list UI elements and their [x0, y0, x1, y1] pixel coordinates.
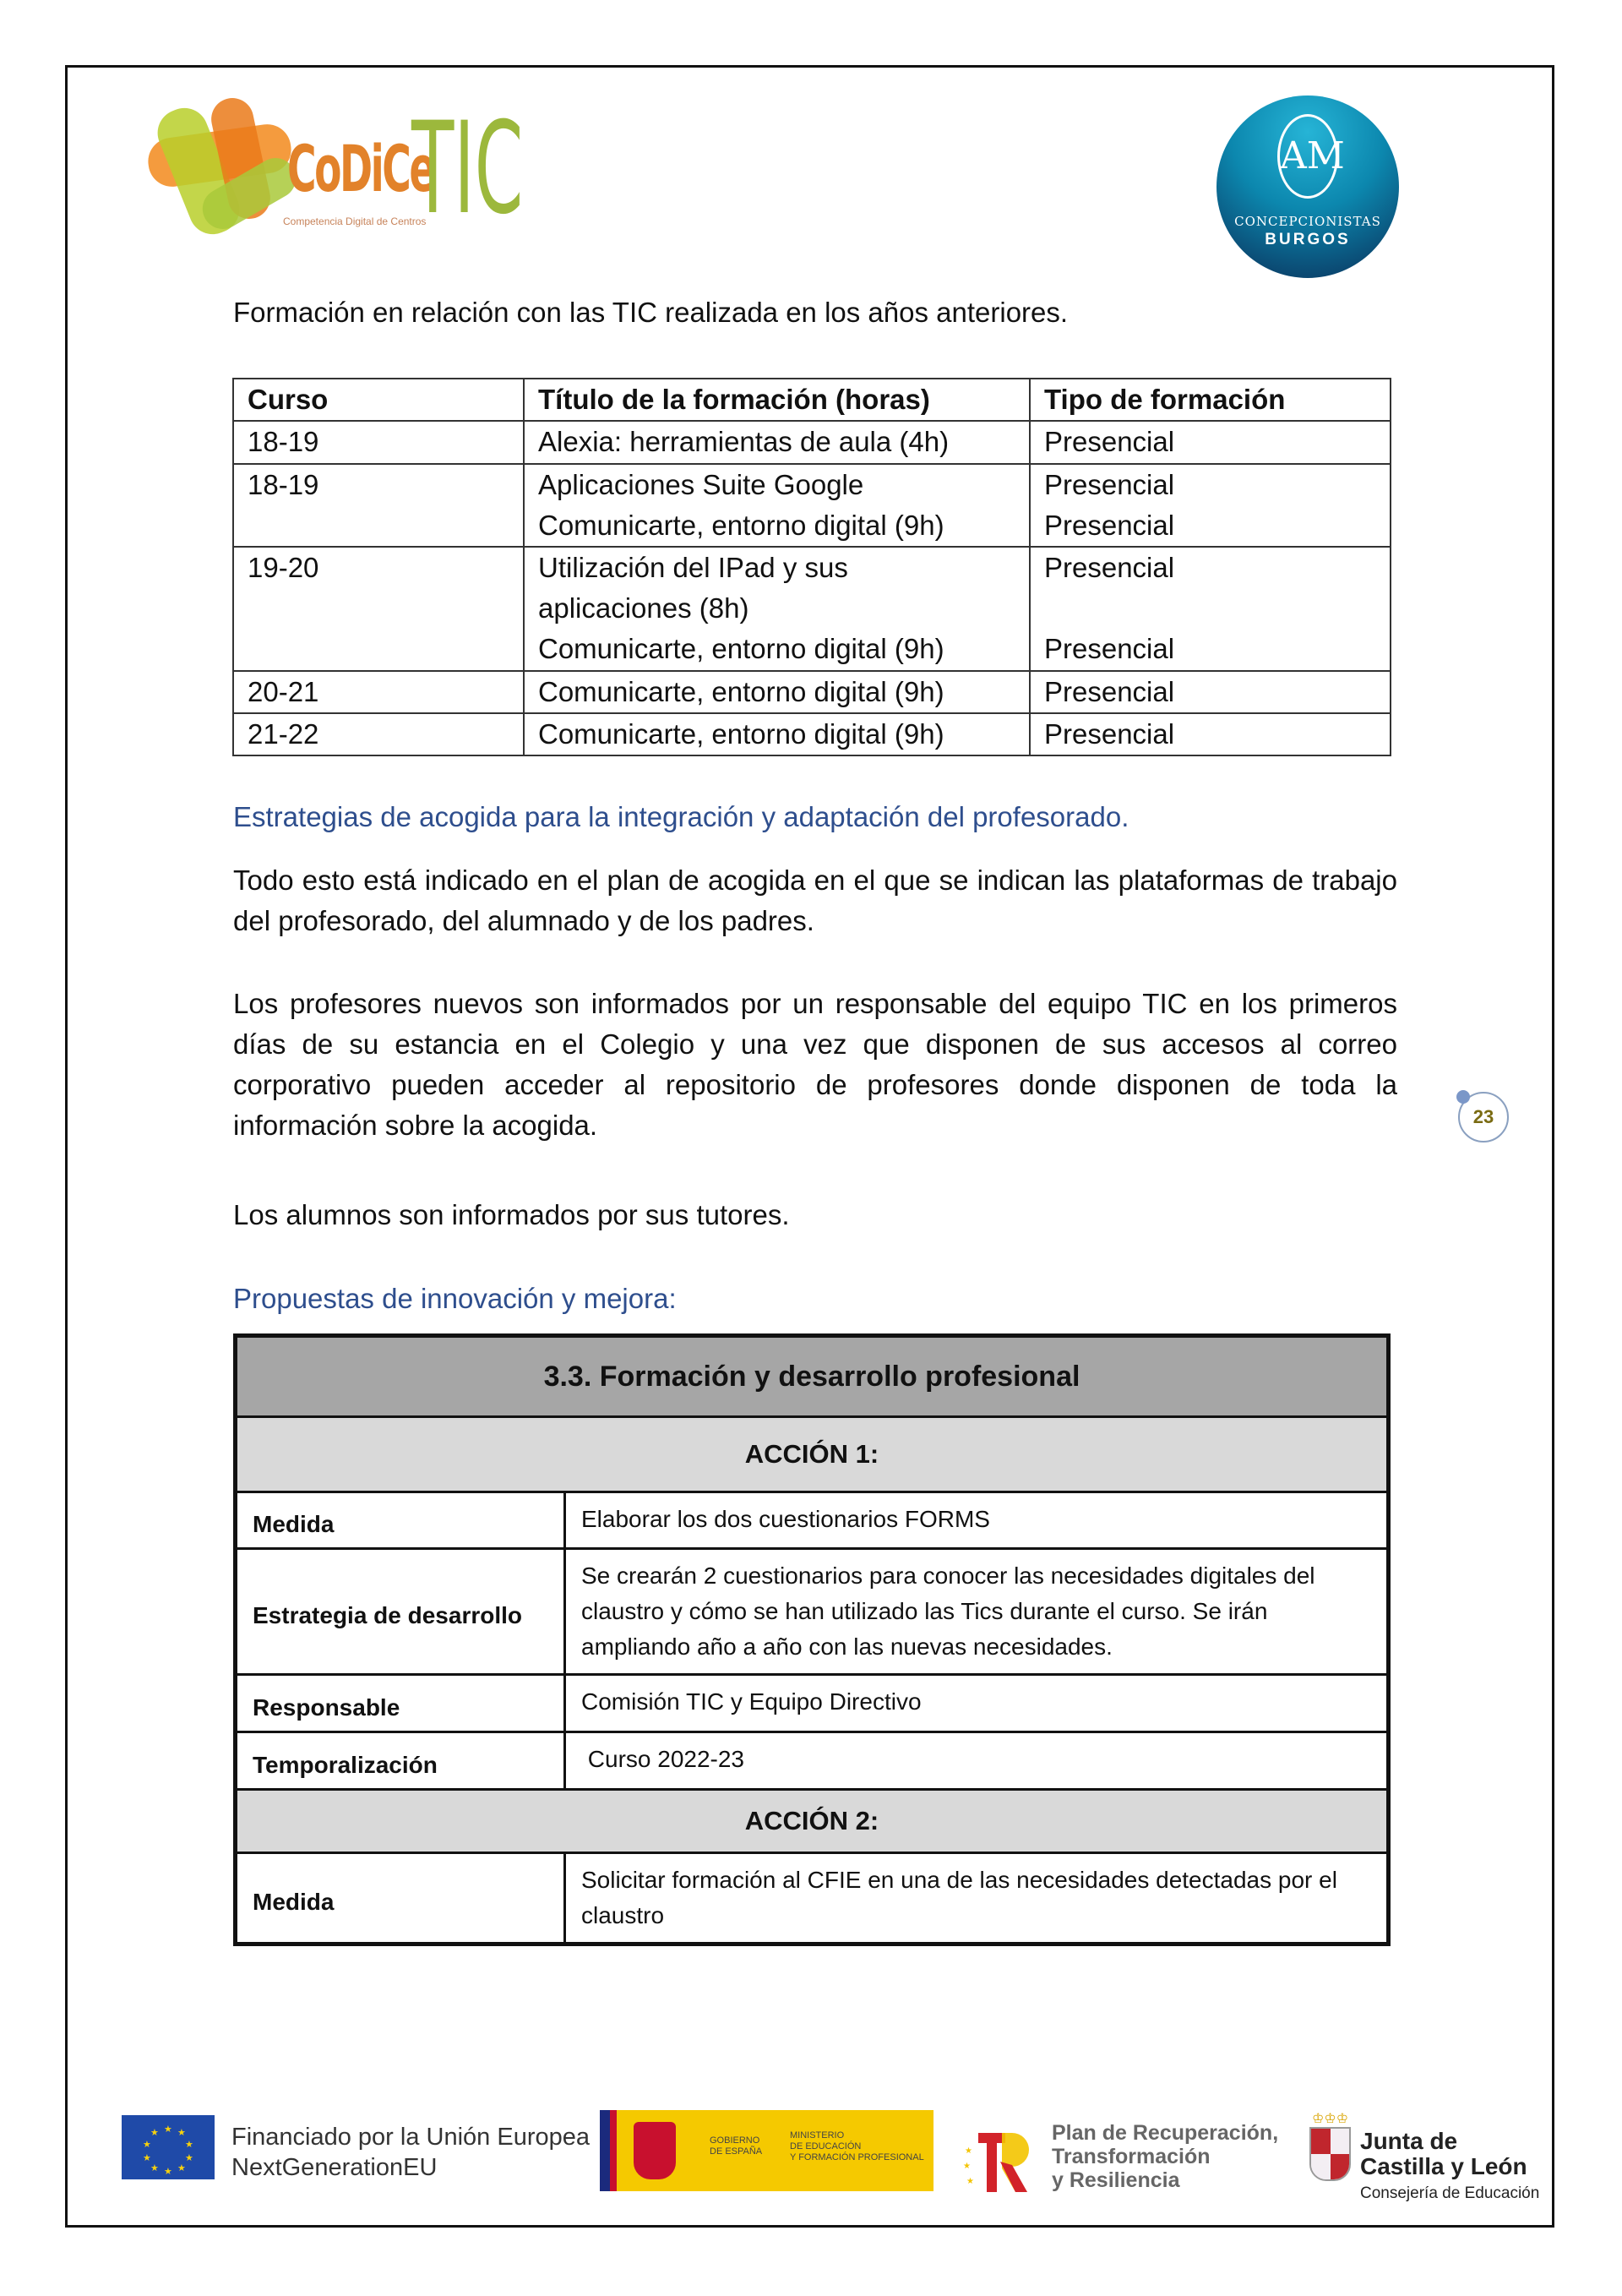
table-row [233, 547, 1391, 671]
titulo-line: Aplicaciones Suite Google [538, 469, 864, 500]
cell-tipo: Presencial [1030, 421, 1391, 464]
table-header-row [233, 379, 1391, 421]
cell-curso: 19-20 [233, 547, 524, 671]
table-row [236, 1675, 1389, 1732]
field-medida: Medida [236, 1492, 565, 1549]
cell-tipo: Presencial [1030, 671, 1391, 713]
svg-text:★: ★ [965, 2146, 972, 2156]
eu-line-1: Financiado por la Unión Europea [231, 2124, 590, 2151]
table-title: 3.3. Formación y desarrollo profesional [236, 1336, 1389, 1417]
crown-icon: ♔♔♔ [1312, 2112, 1349, 2126]
cell-curso: 21-22 [233, 713, 524, 755]
tipo-line [1044, 588, 1376, 629]
codice-tic-logo [148, 95, 524, 245]
codice-tagline: Competencia Digital de Centros [283, 215, 427, 227]
value-temporalizacion: Curso 2022-23 [565, 1732, 1389, 1790]
value-medida: Elaborar los dos cuestionarios FORMS [565, 1492, 1389, 1549]
ministerio-line: Y FORMACIÓN PROFESIONAL [790, 2152, 924, 2162]
training-history-table [232, 378, 1391, 756]
jcyl-subtitle: Consejería de Educación [1360, 2184, 1540, 2202]
intro-text: Formación en relación con las TIC realizada en los años anteriores. [233, 297, 1069, 328]
value-estrategia: Se crearán 2 cuestionarios para conocer las necesidades digitales del claustro y cómo se han utilizado las Tics durante el curso. Se irán ampliando año a año con las nuevas necesidades. [565, 1549, 1389, 1675]
gobierno-line: DE ESPAÑA [710, 2146, 763, 2157]
value-responsable: Comisión TIC y Equipo Directivo [565, 1675, 1389, 1732]
eu-flag-icon: ★ ★ ★ ★ ★ ★ ★ ★ ★ ★ [122, 2115, 215, 2179]
jcyl-line: Junta de [1360, 2128, 1458, 2154]
field-responsable: Responsable [236, 1675, 565, 1732]
paragraph-plan-acogida: Todo esto está indicado en el plan de acogida en el que se indican las plataformas de trabajo del profesorado, del alumnado y de los padres. [233, 864, 1397, 936]
cell-tipo [1030, 547, 1391, 671]
prtr-line: Plan de Recuperación, [1052, 2121, 1279, 2145]
page-number-badge [1458, 1092, 1509, 1143]
table-row [233, 671, 1391, 713]
table-row [233, 464, 1391, 547]
tipo-line: Presencial [1044, 469, 1175, 500]
table-row [236, 1549, 1389, 1675]
heading-propuestas: Propuestas de innovación y mejora: [233, 1283, 677, 1314]
table-row [233, 713, 1391, 755]
proposals-table [233, 1333, 1391, 1946]
titulo-line: aplicaciones (8h) [538, 592, 749, 624]
page-number: 23 [1472, 1106, 1494, 1127]
cell-curso: 18-19 [233, 421, 524, 464]
action-2-label: ACCIÓN 2: [236, 1790, 1389, 1853]
field-medida: Medida [236, 1853, 565, 1944]
gobierno-line: GOBIERNO [710, 2135, 760, 2146]
prtr-line: y Resiliencia [1052, 2168, 1180, 2192]
tipo-line: Presencial [1044, 552, 1175, 583]
tipo-line: Presencial [1044, 633, 1175, 664]
ministerio-line: DE EDUCACIÓN [790, 2141, 862, 2151]
column-header-titulo: Título de la formación (horas) [524, 379, 1030, 421]
jcyl-line: Castilla y León [1360, 2153, 1527, 2179]
titulo-line: Comunicarte, entorno digital (9h) [538, 633, 944, 664]
spain-crest-icon [634, 2122, 676, 2179]
value-medida: Solicitar formación al CFIE en una de las necesidades detectadas por el claustro [565, 1853, 1389, 1944]
svg-text:★: ★ [966, 2177, 974, 2186]
action-header-row [236, 1417, 1389, 1492]
school-name: CONCEPCIONISTAS [1234, 214, 1381, 229]
cell-titulo [524, 547, 1030, 671]
table-row [236, 1732, 1389, 1790]
coat-of-arms-icon [1309, 2127, 1351, 2181]
tipo-line: Presencial [1044, 510, 1175, 541]
cell-titulo: Comunicarte, entorno digital (9h) [524, 671, 1030, 713]
gobierno-espana-logo [600, 2110, 933, 2191]
cell-curso: 18-19 [233, 464, 524, 547]
prtr-line: Transformación [1052, 2145, 1211, 2168]
table-row [233, 421, 1391, 464]
badge-dot-icon [1456, 1090, 1470, 1104]
table-row [236, 1853, 1389, 1944]
titulo-line: Comunicarte, entorno digital (9h) [538, 510, 944, 541]
cell-titulo: Alexia: herramientas de aula (4h) [524, 421, 1030, 464]
codice-wordmark: CoDiCe [287, 131, 434, 206]
cell-curso: 20-21 [233, 671, 524, 713]
eu-line-2: NextGenerationEU [231, 2154, 438, 2181]
cell-tipo: Presencial [1030, 713, 1391, 755]
field-estrategia: Estrategia de desarrollo [236, 1549, 565, 1675]
cell-tipo [1030, 464, 1391, 547]
field-temporalizacion: Temporalización [236, 1732, 565, 1790]
cell-titulo: Comunicarte, entorno digital (9h) [524, 713, 1030, 755]
cell-titulo [524, 464, 1030, 547]
concepcionistas-logo [1216, 95, 1399, 278]
action-header-row [236, 1790, 1389, 1853]
titulo-line: Utilización del IPad y sus [538, 552, 848, 583]
svg-text:★: ★ [963, 2162, 971, 2171]
column-header-curso: Curso [233, 379, 524, 421]
tic-wordmark: TIC [411, 95, 524, 243]
monogram-icon: AM [1277, 114, 1338, 199]
ministerio-line: MINISTERIO [790, 2130, 845, 2141]
school-city: BURGOS [1265, 231, 1351, 248]
heading-acogida: Estrategias de acogida para la integración y adaptación del profesorado. [233, 801, 1129, 832]
paragraph-alumnos: Los alumnos son informados por sus tutores. [233, 1199, 790, 1230]
paragraph-profesores-nuevos: Los profesores nuevos son informados por un responsable del equipo TIC en los primeros días de su estancia en el Colegio y una vez que disponen de sus accesos al correo corporativo pueden acceder al repositorio de profesores donde disponen de toda la información sobre la acogida. [233, 988, 1397, 1141]
column-header-tipo: Tipo de formación [1030, 379, 1391, 421]
action-1-label: ACCIÓN 1: [236, 1417, 1389, 1492]
prtr-mark-icon [963, 2128, 1039, 2195]
table-title-row [236, 1336, 1389, 1417]
table-row [236, 1492, 1389, 1549]
